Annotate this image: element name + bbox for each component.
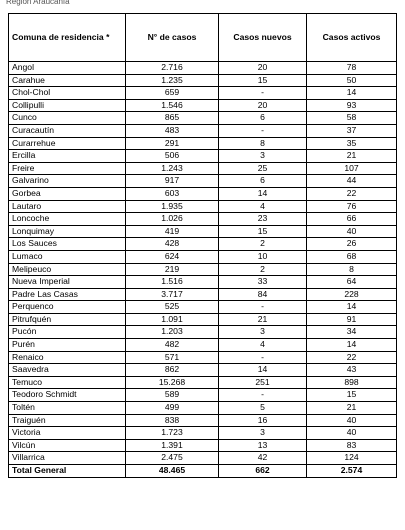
table-row [9,162,397,175]
total-row [9,465,397,478]
cell-casos-nuevos: 14 [219,364,307,377]
cell-casos-nuevos: 6 [219,175,307,188]
cell-casos-nuevos: 23 [219,213,307,226]
cell-casos-activos: 50 [307,74,397,87]
header-casos-activos: Casos activos [307,14,397,62]
cell-casos-nuevos: 4 [219,339,307,352]
cell-n-casos: 15.268 [126,376,219,389]
table-row [9,238,397,251]
cell-comuna: Chol-Chol [9,87,126,100]
cell-casos-nuevos: 42 [219,452,307,465]
table-row [9,137,397,150]
cell-casos-activos: 40 [307,427,397,440]
cell-n-casos: 917 [126,175,219,188]
cell-comuna: Vilcún [9,439,126,452]
cell-comuna: Freire [9,162,126,175]
cell-comuna: Collipulli [9,99,126,112]
cell-n-casos: 219 [126,263,219,276]
table-row [9,288,397,301]
cell-comuna: Renaico [9,351,126,364]
cell-casos-nuevos: 20 [219,62,307,75]
cell-casos-activos: 14 [307,87,397,100]
table-row [9,150,397,163]
cell-casos-activos: 83 [307,439,397,452]
cell-casos-nuevos: 20 [219,99,307,112]
cell-casos-activos: 22 [307,351,397,364]
cell-comuna: Padre Las Casas [9,288,126,301]
table-row [9,376,397,389]
cell-n-casos: 1.516 [126,276,219,289]
cell-comuna: Lautaro [9,200,126,213]
cell-casos-activos: 22 [307,187,397,200]
cell-casos-nuevos: 3 [219,326,307,339]
cell-comuna: Toltén [9,402,126,415]
cell-n-casos: 525 [126,301,219,314]
cell-n-casos: 1.203 [126,326,219,339]
cell-casos-activos: 93 [307,99,397,112]
table-row [9,74,397,87]
cell-n-casos: 1.546 [126,99,219,112]
table-row [9,124,397,137]
cell-n-casos: 624 [126,250,219,263]
cell-n-casos: 291 [126,137,219,150]
cell-n-casos: 1.935 [126,200,219,213]
cell-casos-activos: 78 [307,62,397,75]
cell-casos-nuevos: 33 [219,276,307,289]
table-row [9,339,397,352]
cell-casos-nuevos: 2 [219,263,307,276]
table-row [9,187,397,200]
cell-casos-activos: 40 [307,225,397,238]
table-row [9,364,397,377]
cell-casos-activos: 26 [307,238,397,251]
cell-casos-activos: 43 [307,364,397,377]
header-casos-nuevos: Casos nuevos [219,14,307,62]
cell-casos-activos: 8 [307,263,397,276]
cell-n-casos: 603 [126,187,219,200]
cell-n-casos: 506 [126,150,219,163]
cell-casos-activos: 14 [307,301,397,314]
table-row [9,351,397,364]
header-n-casos: N° de casos [126,14,219,62]
cell-casos-activos: 228 [307,288,397,301]
cell-casos-nuevos: 21 [219,313,307,326]
cell-n-casos: 1.243 [126,162,219,175]
cell-n-casos: 1.391 [126,439,219,452]
cell-comuna: Villarrica [9,452,126,465]
cell-casos-nuevos: 13 [219,439,307,452]
cell-casos-activos: 14 [307,339,397,352]
cell-comuna: Teodoro Schmidt [9,389,126,402]
cell-n-casos: 862 [126,364,219,377]
cell-comuna: Nueva Imperial [9,276,126,289]
table-body [9,62,397,478]
cell-casos-activos: 21 [307,402,397,415]
cell-n-casos: 428 [126,238,219,251]
cell-casos-nuevos: - [219,87,307,100]
cell-n-casos: 589 [126,389,219,402]
cell-casos-activos: 91 [307,313,397,326]
total-cell-casos-nuevos: 662 [219,465,307,478]
cell-n-casos: 1.235 [126,74,219,87]
cell-n-casos: 838 [126,414,219,427]
cell-comuna: Perquenco [9,301,126,314]
cell-comuna: Saavedra [9,364,126,377]
cell-n-casos: 2.475 [126,452,219,465]
cell-casos-activos: 124 [307,452,397,465]
cell-casos-nuevos: 3 [219,150,307,163]
cell-casos-nuevos: 15 [219,74,307,87]
cell-casos-activos: 66 [307,213,397,226]
table-row [9,439,397,452]
cell-casos-nuevos: 84 [219,288,307,301]
cell-casos-nuevos: 14 [219,187,307,200]
cell-comuna: Cunco [9,112,126,125]
cell-casos-activos: 40 [307,414,397,427]
table-row [9,326,397,339]
cell-comuna: Curarrehue [9,137,126,150]
cell-comuna: Los Sauces [9,238,126,251]
cell-comuna: Curacautín [9,124,126,137]
cell-comuna: Loncoche [9,213,126,226]
cell-comuna: Galvarino [9,175,126,188]
cell-n-casos: 865 [126,112,219,125]
cell-casos-nuevos: 6 [219,112,307,125]
table-row [9,175,397,188]
cell-casos-nuevos: 10 [219,250,307,263]
table-row [9,200,397,213]
cell-comuna: Pitrufquén [9,313,126,326]
table-row [9,452,397,465]
cell-casos-activos: 34 [307,326,397,339]
cell-n-casos: 483 [126,124,219,137]
header-comuna: Comuna de residencia * [9,14,126,62]
cell-comuna: Melipeuco [9,263,126,276]
header-row [9,14,397,62]
cell-casos-activos: 37 [307,124,397,137]
cell-n-casos: 482 [126,339,219,352]
cell-casos-nuevos: 25 [219,162,307,175]
cell-casos-activos: 898 [307,376,397,389]
cell-casos-nuevos: - [219,389,307,402]
table-row [9,62,397,75]
cell-casos-activos: 58 [307,112,397,125]
table-row [9,99,397,112]
table-header [9,14,397,62]
cell-n-casos: 571 [126,351,219,364]
cell-n-casos: 1.026 [126,213,219,226]
cell-casos-nuevos: 16 [219,414,307,427]
cell-casos-nuevos: - [219,301,307,314]
cell-comuna: Ercilla [9,150,126,163]
table-row [9,402,397,415]
cell-casos-nuevos: - [219,124,307,137]
cell-casos-nuevos: 5 [219,402,307,415]
table-row [9,414,397,427]
cell-casos-activos: 21 [307,150,397,163]
table-row [9,389,397,402]
cell-casos-nuevos: 3 [219,427,307,440]
cell-n-casos: 659 [126,87,219,100]
cell-n-casos: 1.723 [126,427,219,440]
cell-casos-activos: 15 [307,389,397,402]
cell-casos-nuevos: - [219,351,307,364]
cell-comuna: Traiguén [9,414,126,427]
cell-comuna: Pucón [9,326,126,339]
cell-casos-activos: 68 [307,250,397,263]
table-row [9,276,397,289]
total-cell-n-casos: 48.465 [126,465,219,478]
cases-table [8,13,397,478]
cell-casos-nuevos: 8 [219,137,307,150]
table-caption: Region Araucanía [6,0,70,6]
table-row [9,112,397,125]
total-cell-comuna: Total General [9,465,126,478]
cell-n-casos: 3.717 [126,288,219,301]
cell-comuna: Lumaco [9,250,126,263]
table-row [9,263,397,276]
cell-comuna: Temuco [9,376,126,389]
cell-comuna: Gorbea [9,187,126,200]
cell-casos-nuevos: 4 [219,200,307,213]
cell-casos-activos: 64 [307,276,397,289]
cell-n-casos: 419 [126,225,219,238]
cell-comuna: Carahue [9,74,126,87]
cell-comuna: Lonquimay [9,225,126,238]
table-row [9,313,397,326]
cell-casos-activos: 35 [307,137,397,150]
table-row [9,87,397,100]
cell-comuna: Victoria [9,427,126,440]
table-row [9,225,397,238]
cell-casos-nuevos: 251 [219,376,307,389]
cell-casos-activos: 44 [307,175,397,188]
cell-n-casos: 1.091 [126,313,219,326]
table-row [9,427,397,440]
cell-comuna: Purén [9,339,126,352]
cell-casos-activos: 76 [307,200,397,213]
cell-n-casos: 2.716 [126,62,219,75]
cell-casos-nuevos: 2 [219,238,307,251]
cell-n-casos: 499 [126,402,219,415]
cell-casos-activos: 107 [307,162,397,175]
cell-comuna: Angol [9,62,126,75]
table-row [9,213,397,226]
total-cell-casos-activos: 2.574 [307,465,397,478]
table-row [9,301,397,314]
cell-casos-nuevos: 15 [219,225,307,238]
table-row [9,250,397,263]
